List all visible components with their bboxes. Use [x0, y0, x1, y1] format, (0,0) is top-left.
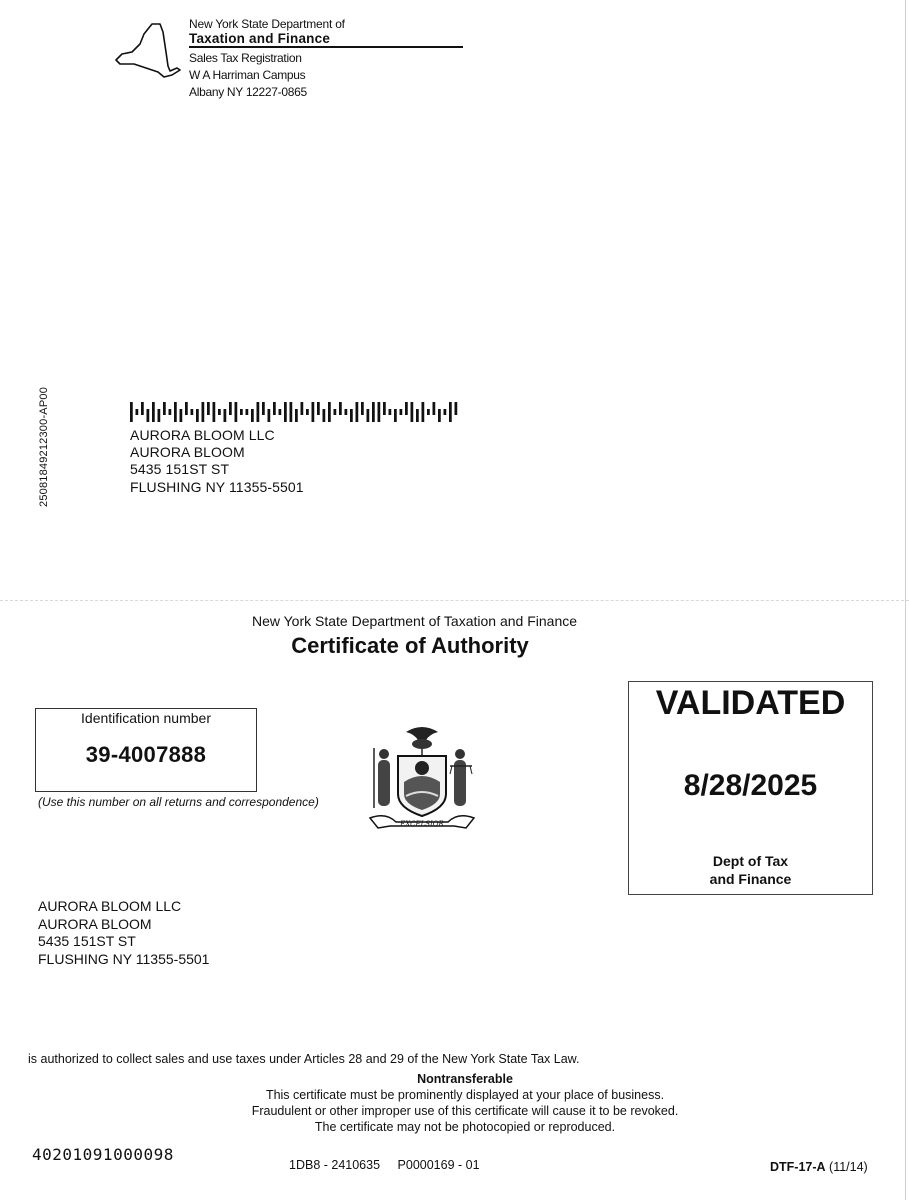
validation-status: VALIDATED — [655, 684, 846, 722]
barcode-bar — [323, 409, 326, 422]
form-number: DTF-17-A — [770, 1160, 826, 1174]
certificate-title: Certificate of Authority — [291, 633, 529, 658]
barcode-bar — [185, 402, 188, 415]
barcode-bar — [438, 409, 441, 422]
barcode-bar — [339, 402, 342, 415]
barcode-bar — [312, 402, 315, 422]
barcode-bar — [350, 409, 353, 422]
barcode-bar — [394, 409, 397, 422]
new-york-state-outline-icon — [114, 22, 182, 80]
barcode-bar — [306, 409, 309, 415]
header-dept-title: Taxation and Finance — [189, 31, 331, 46]
barcode-bar — [158, 409, 161, 422]
barcode-bar — [141, 402, 144, 415]
barcode-bar — [279, 409, 282, 415]
barcode-bar — [411, 402, 414, 422]
barcode-bar — [334, 409, 337, 415]
barcode-bar — [367, 409, 370, 422]
identification-label: Identification number — [81, 710, 211, 726]
barcode-bar — [372, 402, 375, 422]
validation-date: 8/28/2025 — [683, 769, 818, 802]
form-revision: (11/14) — [829, 1160, 868, 1174]
barcode-bar — [169, 409, 172, 415]
barcode-bar — [433, 402, 436, 415]
validation-dept — [628, 852, 873, 888]
authorization-statement: is authorized to collect sales and use taxes under Articles 28 and 29 of the New York State Tax Law. — [28, 1052, 580, 1066]
header-sub-line: W A Harriman Campus — [189, 68, 306, 82]
barcode-bar — [235, 402, 238, 422]
barcode-bar — [152, 402, 155, 422]
barcode-bar — [400, 409, 403, 415]
batch-numbers — [289, 1158, 480, 1172]
side-tracking-code: 2508184921230​0-AP00 — [38, 386, 50, 507]
batch-number: P0000169 - 01 — [397, 1158, 480, 1172]
barcode-bar — [174, 402, 177, 422]
nontransferable-label: Nontransferable — [417, 1072, 513, 1086]
notice-line: The certificate may not be photocopied or reproduced. — [314, 1120, 616, 1134]
barcode-bar — [449, 402, 452, 422]
barcode-bar — [427, 409, 430, 415]
certificate-address-line: 5435 151ST ST — [38, 933, 136, 949]
header-dept-line: New York State Department of — [189, 17, 345, 31]
postal-barcode — [130, 402, 460, 422]
mailing-address-line: AURORA BLOOM LLC — [130, 427, 275, 443]
barcode-bar — [290, 402, 293, 422]
barcode-bar — [180, 409, 183, 422]
barcode-bar — [284, 402, 287, 422]
barcode-bar — [378, 402, 381, 422]
barcode-bar — [213, 402, 216, 422]
identification-number: 39-4007888 — [85, 742, 207, 767]
barcode-bar — [191, 409, 194, 415]
barcode-bar — [356, 402, 359, 422]
barcode-bar — [268, 409, 271, 422]
barcode-bar — [229, 402, 232, 415]
certificate-dept: New York State Department of Taxation and Finance — [251, 613, 578, 629]
barcode-bar — [361, 402, 364, 415]
barcode-bar — [257, 402, 260, 422]
barcode-bar — [202, 402, 205, 422]
barcode-bar — [295, 409, 298, 422]
barcode-bar — [328, 402, 331, 422]
validation-dept-line: Dept of Tax — [712, 853, 789, 869]
mailing-address-line: FLUSHING NY 11355-5501 — [130, 479, 304, 495]
notice-line: This certificate must be prominently displayed at your place of business. — [265, 1088, 665, 1102]
barcode-bar — [345, 409, 348, 415]
header-sub-line: Sales Tax Registration — [189, 51, 302, 65]
barcode-bar — [224, 409, 227, 422]
barcode-bar — [444, 409, 447, 415]
certificate-address-line: AURORA BLOOM LLC — [38, 898, 182, 914]
batch-number: 1DB8 - 2410635 — [289, 1158, 381, 1172]
page-edge — [905, 0, 906, 1200]
barcode-bar — [416, 409, 419, 422]
barcode-bar — [163, 402, 166, 415]
barcode-bar — [246, 409, 249, 415]
barcode-bar — [405, 402, 408, 415]
header-rule — [189, 46, 463, 48]
barcode-bar — [273, 402, 276, 415]
barcode-bar — [262, 402, 265, 415]
fold-line — [0, 600, 909, 601]
barcode-bar — [301, 402, 304, 415]
barcode-bar — [383, 402, 386, 415]
mailing-address-line: 5435 151ST ST — [130, 461, 230, 477]
form-identifier — [770, 1160, 868, 1174]
barcode-bar — [251, 409, 254, 422]
barcode-bar — [317, 402, 320, 415]
barcode-bar — [130, 402, 133, 422]
certificate-address-line: FLUSHING NY 11355-5501 — [38, 951, 210, 967]
seal-motto: EXCELSIOR — [400, 820, 444, 828]
certificate-address-line: AURORA BLOOM — [38, 916, 152, 932]
barcode-bar — [455, 402, 458, 415]
notice-line: Fraudulent or other improper use of this certificate will cause it to be revoked. — [251, 1104, 679, 1118]
barcode-bar — [389, 409, 392, 415]
header-sub-line: Albany NY 12227-0865 — [189, 85, 307, 99]
identification-note: (Use this number on all returns and correspondence) — [38, 795, 319, 809]
barcode-bar — [422, 402, 425, 422]
barcode-bar — [196, 409, 199, 422]
validation-dept-line: and Finance — [709, 871, 792, 887]
barcode-bar — [240, 409, 243, 415]
ocr-code: 40201091000098 — [32, 1145, 174, 1164]
barcode-bar — [218, 409, 221, 415]
barcode-bar — [207, 402, 210, 415]
barcode-bar — [136, 409, 139, 415]
new-york-state-seal-icon — [366, 722, 478, 834]
barcode-bar — [147, 409, 150, 422]
mailing-address-line: AURORA BLOOM — [130, 444, 245, 460]
